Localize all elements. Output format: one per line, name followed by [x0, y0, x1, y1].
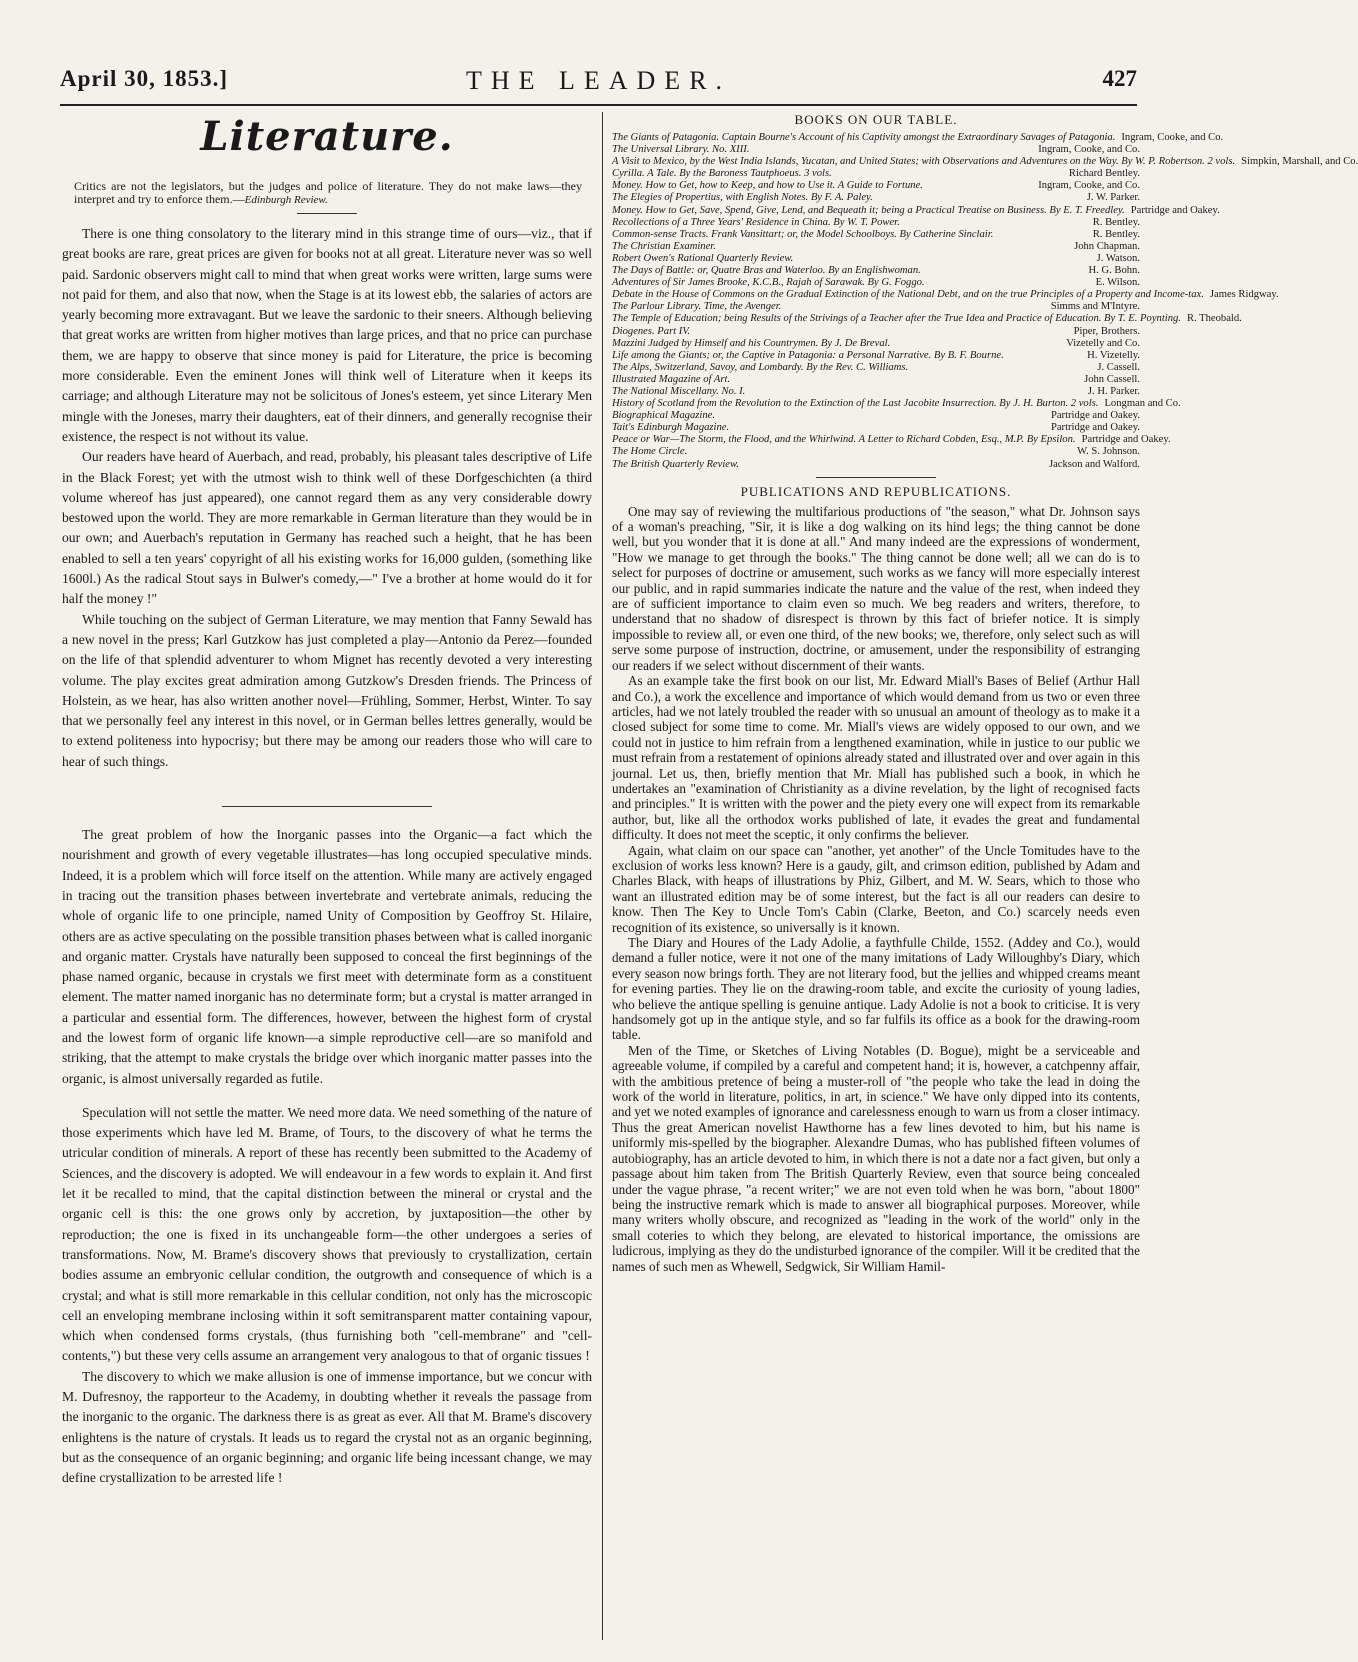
book-title: Mazzini Judged by Himself and his Countrymen. By J. De Breval. [612, 337, 891, 349]
book-entry [612, 277, 1140, 289]
book-title: Money. How to Get, Save, Spend, Give, Lend, and Bequeath it; being a Practical Treatise on Business. By E. T. Freedley. [612, 204, 1125, 216]
book-publisher: R. Bentley. [1092, 228, 1140, 240]
book-title: The British Quarterly Review. [612, 458, 739, 470]
book-entry [612, 301, 1140, 313]
book-title: The Parlour Library. Time, the Avenger. [612, 301, 782, 313]
left-column [62, 112, 592, 1489]
book-publisher: Jackson and Walford. [1048, 458, 1140, 470]
book-publisher: Ingram, Cooke, and Co. [1121, 132, 1224, 143]
column-divider [602, 112, 603, 1640]
book-title: History of Scotland from the Revolution to the Extinction of the Last Jacobite Insurrection. By J. H. Burton. 2 vols. [612, 398, 1099, 410]
book-entry [612, 386, 1140, 398]
epigraph-text: Critics are not the legislators, but the judges and police of literature. They do not make laws—they interpret and try to enforce them.— [74, 179, 582, 206]
book-title: Debate in the House of Commons on the Gradual Extinction of the National Debt, and on the true Principles of a Property and Income-tax. [612, 289, 1204, 301]
book-entry [612, 374, 1140, 386]
book-publisher: E. Wilson. [1095, 277, 1140, 289]
book-entry [612, 229, 1140, 241]
book-title: The National Miscellany. No. I. [612, 385, 746, 397]
book-publisher: R. Bentley. [1092, 216, 1140, 228]
book-entry [612, 434, 1171, 446]
book-title: Money. How to Get, how to Keep, and how to Use it. A Guide to Fortune. [612, 180, 923, 192]
book-publisher: Longman and Co. [1104, 398, 1181, 410]
publications-heading: PUBLICATIONS AND REPUBLICATIONS. [740, 483, 1012, 499]
section-rule [816, 477, 936, 478]
book-title: The Giants of Patagonia. Captain Bourne's Account of his Captivity amongst the Extraordinary Savages of Patagonia. [612, 132, 1116, 143]
books-list [612, 132, 1358, 471]
page-number: 427 [1102, 66, 1137, 91]
book-title: The Christian Examiner. [612, 240, 716, 252]
book-title: Peace or War—The Storm, the Flood, and the Whirlwind. A Letter to Richard Cobden, Esq., M.P. By Epsilon. [612, 434, 1076, 446]
review-paragraph: Again, what claim on our space can "another, yet another" of the Uncle Tomitudes have to the exclusion of works less known? Here is a gaudy, gilt, and crimson edition, published by Adam and Charles Black, with heaps of illustrations by Phiz, Gilbert, and M. W. Sears, which to those who want an illustrated edition may be of some interest, but the fact is all our readers can desire to know. Then The Key to Uncle Tom's Cabin (Clarke, Beeton, and Co.) scarcely needs even recognition of its existence, so universally is it known. [612, 842, 1140, 935]
book-publisher: John Chapman. [1074, 240, 1140, 252]
book-publisher: Ingram, Cooke, and Co. [1038, 144, 1140, 156]
book-title: Recollections of a Three Years' Residence in China. By W. T. Power. [612, 216, 900, 228]
epigraph [74, 180, 582, 207]
book-publisher: J. Cassell. [1097, 361, 1140, 373]
running-head [60, 66, 1137, 106]
book-publisher: Simpkin, Marshall, and Co. [1241, 156, 1358, 168]
section-rule [222, 806, 432, 807]
article-paragraph: Our readers have heard of Auerbach, and read, probably, his pleasant tales descriptive of Life in the Black Forest; yet with the utmost wish to think well of these Dorfgeschichten (a third volume whereof has just appeared), one cannot regard them as any very considerable dowry bestowed upon the world. They are more remarkable in German literature than they would be in our own; and Auerbach's reputation in Germany has reached such a height, that he has been enabled to sell a ten years' copyright of all his existing works for 16,000 gulden, (something like 1600l.) As the radical Stout says in Bulwer's comedy,—" I've a brother at home would do it for half the money !" [62, 449, 592, 607]
book-entry [612, 204, 1220, 217]
book-publisher: J. Watson. [1096, 252, 1140, 264]
book-publisher: H. Vizetelly. [1087, 349, 1140, 361]
book-title: The Days of Battle: or, Quatre Bras and Waterloo. By an Englishwoman. [612, 265, 921, 277]
book-title: Tait's Edinburgh Magazine. [612, 422, 730, 434]
literature-heading: Literature. [200, 113, 454, 160]
book-entry [612, 338, 1140, 350]
article-paragraph: The discovery to which we make allusion is one of immense importance, but we concur with M. Dufresnoy, the rapporteur to the Academy, in doubting whether it reveals the passage from the inorganic to the organic. The darkness there is as great as ever. All that M. Brame's discovery enlightens is the nature of crystals. It leads us to regard the crystal not as an organic beginning, but as the consequence of an organic beginning; and organic life being incessant change, we may define crystallization to be arrested life ! [62, 1368, 592, 1486]
newspaper-title: THE LEADER. [465, 66, 732, 95]
issue-date: April 30, 1853.] [60, 66, 229, 91]
review-paragraph: One may say of reviewing the multifarious productions of "the season," what Dr. Johnson says of a woman's preaching, "Sir, it is like a dog walking on its hind legs; the thing cannot be done well, but you wonder that it is done at all." And many indeed are the expressions of wonderment, "How we manage to get through the books." The thing cannot be done well; all we can do is to select for purposes of doctrine or amusement, such works as we fancy will more especially interest our public, and in rapid summaries indicate the nature and the value of the rest, when indeed they are of sufficient importance to claim even so much. We beg readers and writers, therefore, to understand that no shadow of disrespect is thrown by this fact of briefer notice. It is simply impossible to review all, or even one third, of the new books; we, therefore, only select such as will serve some purpose of instruction, doctrine, or amusement, under the responsibility of estranging our readers if we select without discernment of their wants. [612, 503, 1140, 673]
book-entry [612, 192, 1140, 204]
book-title: Robert Owen's Rational Quarterly Review. [612, 252, 794, 264]
book-entry [612, 350, 1140, 362]
book-title: Life among the Giants; or, the Captive in Patagonia: a Personal Narrative. By B. F. Bourne. [612, 349, 1004, 361]
book-publisher: Ingram, Cooke, and Co. [1038, 180, 1140, 192]
book-title: Illustrated Magazine of Art. [612, 373, 731, 385]
article-paragraph: The great problem of how the Inorganic passes into the Organic—a fact which the nourishment and growth of every vegetable illustrates—has long occupied speculative minds. Indeed, it is a problem which will force itself on the attention. While many are actively engaged in tracing out the transition phases between invertebrate and vertebrate animals, reducing the whole of organic life to one principle, named Unity of Composition by Geoffroy St. Hilaire, others are as active speculating on the possible transition phases between what is called inorganic and organic matter. Crystals have naturally been supposed to conceal the first beginnings of the phase named organic, because in crystals we first meet with determinate form as a constituent element. The matter named inorganic has no determinate form; but a crystal is matter arranged in a particular and essential form. The differences, however, between the highest form of crystal and the lowest form of organic life known—a simple reproductive cell—are so manifold and striking, that the attempt to make crystals the bridge over which inorganic matter passes into the organic, is almost universally regarded as futile. [62, 827, 592, 1086]
book-publisher: John Cassell. [1084, 373, 1140, 385]
book-entry [612, 459, 1140, 471]
book-title: Diogenes. Part IV. [612, 325, 691, 337]
book-title: The Home Circle. [612, 446, 688, 458]
book-entry [612, 156, 1358, 168]
book-title: The Temple of Education; being Results of the Strivings of a Teacher after the True Idea and Practice of Education. By T. E. Poynting. [612, 313, 1181, 325]
book-publisher: H. G. Bohn. [1088, 265, 1140, 277]
review-paragraph: As an example take the first book on our list, Mr. Edward Miall's Bases of Belief (Arthur Hall and Co.), a work the excellence and importance of which would demand from us two or even three articles, had we not lately troubled the reader with so unusual an amount of theology as to make it a closed subject for some time to come. Mr. Miall's views are widely opposed to our own, and we could not in justice to him refrain from a lengthened examination, while in justice to our public we must refrain from a restatement of opinions already stated and illustrated over and over again in this journal. Let us, then, briefly mention that Mr. Miall has published such a book, in which he undertakes an "examination of Christianity as a divine revelation, by the light of recognised facts and principles." It is written with the power and the piety every one will expect from its remarkable author, but, like all the orthodox works published of late, it evades the great and fundamental difficulty. It does not meet the sceptic, it only confirms the believer. [612, 673, 1140, 843]
book-title: The Universal Library. No. XIII. [612, 144, 750, 156]
book-title: The Elegies of Propertius, with English Notes. By F. A. Paley. [612, 192, 873, 204]
section-rule [297, 213, 357, 214]
book-entry [612, 398, 1181, 410]
right-column [612, 112, 1358, 1274]
article-paragraph: There is one thing consolatory to the literary mind in this strange time of ours—viz., that if great books are rare, great prices are given for books not at all great. Literature never was so well paid. Sardonic observers might call to mind that when great works were written, large sums were not paid for them, and also that now, when the Stage is at its lowest ebb, the salaries of actors are yearly becoming more extravagant. But we leave the sardonic to their sneers. Although believing that great works are written from higher motives than large prices, and that no price can purchase them, we are happy to observe that since money is paid for Literature, the price is becoming more considerable. Even the eminent Jones will think well of Literature when it keeps its carriage; and although Literature may not be solicitous of Jones's esteem, yet since Literary Men mingle with the Joneses, marry their daughters, eat of their dinners, and generally recognise their existence, the respect is not without its value. [62, 226, 592, 444]
book-publisher: Partridge and Oakey. [1081, 434, 1171, 446]
book-publisher: Simms and M'Intyre. [1050, 301, 1140, 313]
book-publisher: R. Theobald. [1186, 313, 1242, 325]
book-publisher: Vizetelly and Co. [1066, 337, 1140, 349]
book-title: Biographical Magazine. [612, 410, 715, 422]
book-publisher: Partridge and Oakey. [1130, 204, 1220, 216]
book-entry [612, 168, 1140, 180]
book-entry [612, 410, 1140, 422]
book-publisher: Piper, Brothers. [1073, 325, 1140, 337]
book-title: Common-sense Tracts. Frank Vansittart; or, the Model Schoolboys. By Catherine Sinclair. [612, 228, 994, 240]
books-on-table-heading: BOOKS ON OUR TABLE. [794, 112, 958, 127]
book-title: The Alps, Switzerland, Savoy, and Lombardy. By the Rev. C. Williams. [612, 361, 909, 373]
book-publisher: James Ridgway. [1209, 289, 1279, 301]
book-publisher: Partridge and Oakey. [1050, 422, 1140, 434]
article-paragraph: Speculation will not settle the matter. We need more data. We need something of the nature of those experiments which have led M. Brame, of Tours, to the discovery of what he terms the utricular condition of minerals. A report of these has recently been submitted to the Academy of Sciences, and the discovery is adopted. We will endeavour in a few words to explain it. And first let it be recalled to mind, that the capital distinction between the mineral or crystal and the organic cell is this: the one grows only by accretion, by juxtaposition—the other by reproduction; the one is fixed in its unchangeable form—the other undergoes a series of transformations. Now, M. Brame's discovery shows that previously to crystallization, certain bodies assume an embryonic cellular condition, the outgrowth and consequence of which is a crystal; and what is still more remarkable in this cellular condition, not only has the microscopic cell an enveloping membrane inclosing within it soft semitransparent matter containing vapour, which when condensed forms crystals, (thus furnishing both "cell-membrane" and "cell-contents,") but these very cells assume an arrangement very analogous to that of organic tissues ! [62, 1104, 592, 1364]
book-title: A Visit to Mexico, by the West India Islands, Yucatan, and United States; with Observations and Adventures on the Way. By W. P. Robertson. 2 vols. [612, 156, 1236, 168]
epigraph-source: Edinburgh Review. [244, 194, 328, 206]
review-paragraph: Men of the Time, or Sketches of Living Notables (D. Bogue), might be a serviceable and agreeable volume, if compiled by a careful and competent hand; it is, however, a catchpenny affair, with the ambitious pretence of being a muster-roll of "the people who take the lead in doing the work of the world in literature, politics, in art, in science." We have only dipped into its contents, and yet we noted examples of ignorance and carelessness enough to warn us from a closer intimacy. Thus the great American novelist Hawthorne has a few lines devoted to him, but his name is uniformly mis-spelled by the biographer. Alexandre Dumas, who has published fifteen volumes of autobiography, has an article devoted to him, in which there is not a date nor a fact given, but only a passage about him taken from The British Quarterly Review, even that source being concealed under the vague phrase, "a recent writer;" we are not even told when he was born, "about 1800" being the instructive remark which is made to answer all biographical purposes. Moreover, while many writers wholly obscure, and recognized as "leading in the work of the world" only in the small coteries to which they belong, are elevated to historical importance, the omissions are ludicrous, implying as they do the undisturbed ignorance of the compiler. Will it be credited that the names of such men as Whewell, Sedgwick, Sir William Hamil- [612, 1042, 1140, 1274]
book-publisher: J. W. Parker. [1086, 192, 1140, 204]
article-paragraph: While touching on the subject of German Literature, we may mention that Fanny Sewald has a new novel in the press; Karl Gutzkow has just completed a play—Antonio da Perez—founded on the life of that splendid adventurer to whom Mignet has recently devoted a very interesting volume. The play excites great admiration among Gutzkow's Dresden friends. The Princess of Holstein, as we hear, has also written another novel—Frühling, Sommer, Herbst, Winter. To say that we personally feel any interest in this novel, or in German belles lettres generally, would be to extend politeness into hypocrisy; but there may be among our readers those who will care to hear of such things. [62, 611, 592, 769]
book-entry [612, 446, 1140, 458]
book-publisher: Partridge and Oakey. [1050, 410, 1140, 422]
book-publisher: Richard Bentley. [1068, 168, 1140, 180]
review-paragraph: The Diary and Houres of the Lady Adolie, a faythfulle Childe, 1552. (Addey and Co.), would demand a fuller notice, were it not one of the many imitations of Lady Willoughby's Diary, which every season now brings forth. They are not literary food, but the jellies and whipped creams meant for evening parties. They lie on the drawing-room table, and excite the curiosity of young ladies, who believe the antique spelling is genuine antique. Lady Adolie is not a book to criticise. It is very handsomely got up in the antique style, and so far fulfils its office as a book for the drawing-room table. [612, 935, 1140, 1043]
book-publisher: W. S. Johnson. [1077, 446, 1140, 458]
book-entry [612, 180, 1140, 192]
book-entry [612, 144, 1140, 156]
book-entry [612, 289, 1279, 301]
book-entry [612, 422, 1140, 434]
book-title: Cyrilla. A Tale. By the Baroness Tautphoeus. 3 vols. [612, 168, 832, 180]
book-entry [612, 217, 1140, 229]
book-entry [612, 132, 1224, 144]
book-entry [612, 241, 1140, 253]
book-title: Adventures of Sir James Brooke, K.C.B., Rajah of Sarawak. By G. Foggo. [612, 277, 925, 289]
book-entry [612, 326, 1140, 338]
book-entry [612, 313, 1242, 325]
book-entry [612, 265, 1140, 277]
book-entry [612, 253, 1140, 265]
book-entry [612, 362, 1140, 374]
book-publisher: J. H. Parker. [1087, 385, 1140, 397]
